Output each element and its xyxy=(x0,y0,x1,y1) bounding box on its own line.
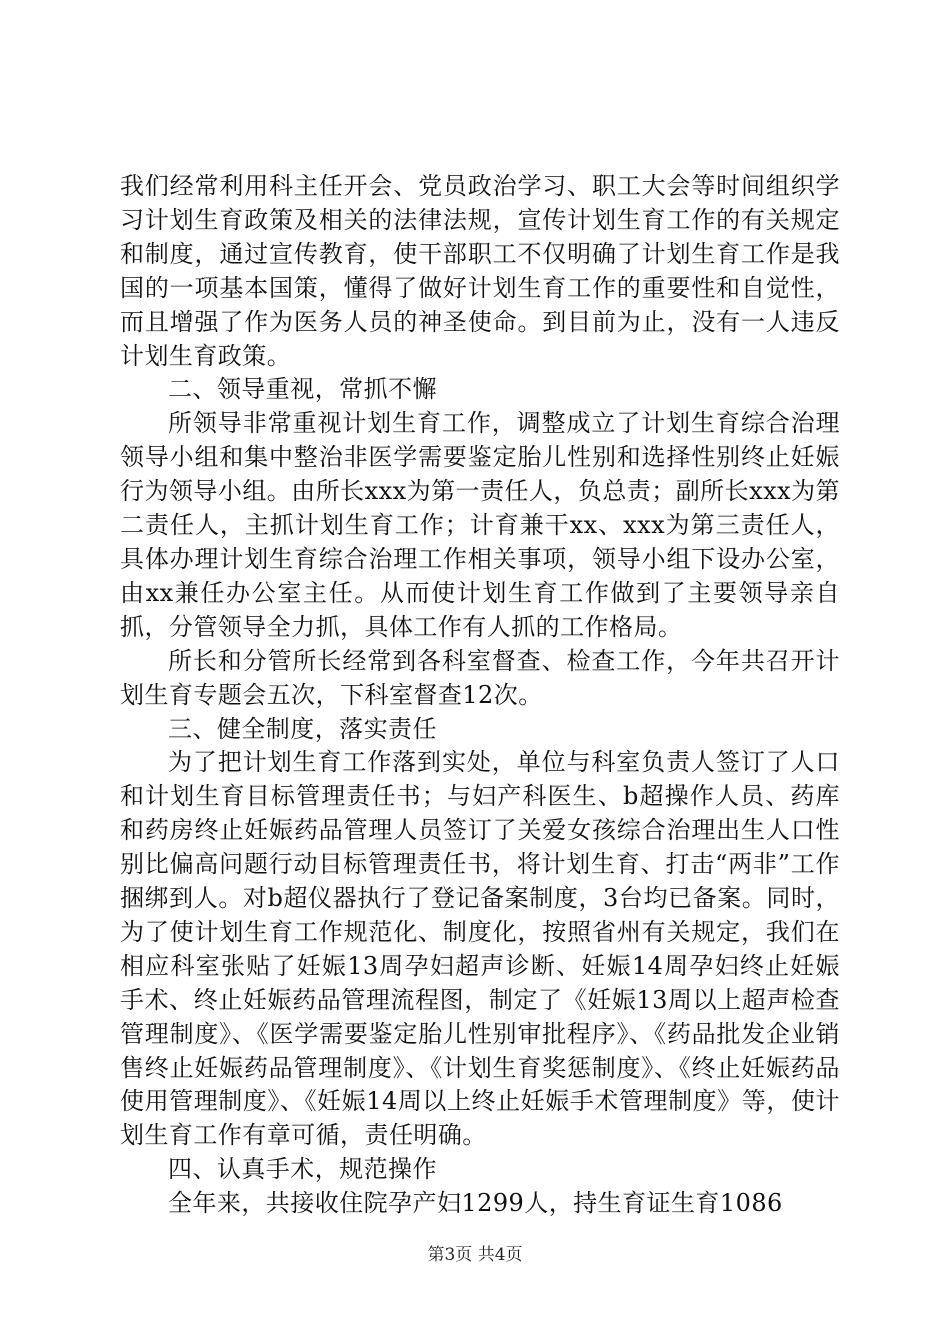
paragraph-leadership: 所领导非常重视计划生育工作，调整成立了计划生育综合治理领导小组和集中整治非医学需要鉴定胎儿性别和选择性别终止妊娠行为领导小组。由所长xxx为第一责任人，负总责；副所长xxx为第二责任人，主抓计划生育工作；计育兼干xx、xxx为第三责任人，具体办理计划生育综合治理工作相关事项，领导小组下设办公室，由xx兼任办公室主任。从而使计划生育工作做到了主要领导亲自抓，分管领导全力抓，具体工作有人抓的工作格局。 xyxy=(120,409,840,641)
paragraph-surgery: 全年来，共接收住院孕产妇1299人，持生育证生育1086 xyxy=(168,1189,783,1218)
paragraph-inspection: 所长和分管所长经常到各科室督查、检查工作，今年共召开计划生育专题会五次，下科室督查12次。 xyxy=(120,646,840,709)
page-footer: 第3页 共4页 xyxy=(427,1245,523,1265)
paragraph-system: 为了把计划生育工作落到实处，单位与科室负责人签订了人口和计划生育目标管理责任书；与妇产科医生、b超操作人员、药库和药房终止妊娠药品管理人员签订了关爱女孩综合治理出生人口性别比偏高问题行动目标管理责任书，将计划生育、打击“两非”工作捆绑到人。对b超仪器执行了登记备案制度，3台均已备案。同时，为了使计划生育工作规范化、制度化，按照省州有关规定，我们在相应科室张贴了妊娠13周孕妇超声诊断、妊娠14周孕妇终止妊娠手术、终止妊娠药品管理流程图，制定了《妊娠13周以上超声检查管理制度》、《医学需要鉴定胎儿性别审批程序》、《药品批发企业销售终止妊娠药品管理制度》、《计划生育奖惩制度》、《终止妊娠药品使用管理制度》、《妊娠14周以上终止妊娠手术管理制度》等，使计划生育工作有章可循，责任明确。 xyxy=(120,748,840,1150)
paragraph-intro: 我们经常利用科主任开会、党员政治学习、职工大会等时间组织学习计划生育政策及相关的法律法规，宣传计划生育工作的有关规定和制度，通过宣传教育，使干部职工不仅明确了计划生育工作是我国的一项基本国策，懂得了做好计划生育工作的重要性和自觉性，而且增强了作为医务人员的神圣使命。到目前为止，没有一人违反计划生育政策。 xyxy=(120,172,840,370)
section-heading-4: 四、认真手术，规范操作 xyxy=(168,1155,437,1184)
section-heading-3: 三、健全制度，落实责任 xyxy=(168,714,437,743)
document-body xyxy=(120,170,840,1221)
section-heading-2: 二、领导重视，常抓不懈 xyxy=(168,375,437,404)
